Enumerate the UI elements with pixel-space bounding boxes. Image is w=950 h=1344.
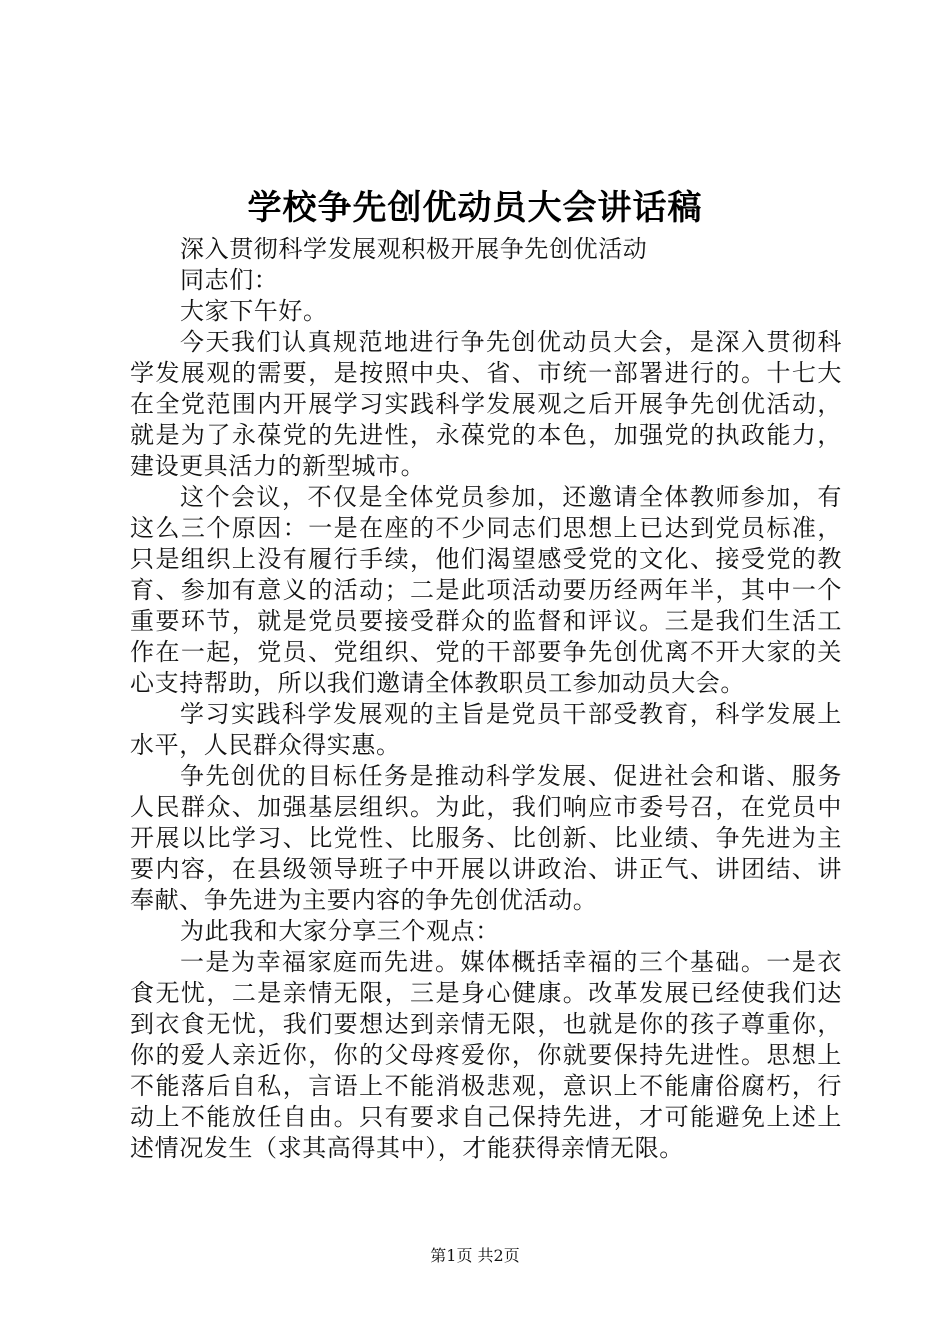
body-paragraph: 为此我和大家分享三个观点： <box>180 917 500 945</box>
greeting-paragraph: 大家下午好。 <box>180 297 328 325</box>
body-paragraph: 今天我们认真规范地进行争先创优动员大会，是深入贯彻科学发展观的需要，是按照中央、省、市统一部署进行的。十七大在全党范围内开展学习实践科学发展观之后开展争先创优活动，就是为了永葆党的先进性，永葆党的本色，加强党的执政能力，建设更具活力的新型城市。 <box>130 328 842 480</box>
body-paragraph: 这个会议，不仅是全体党员参加，还邀请全体教师参加，有这么三个原因：一是在座的不少同志们思想上已达到党员标准，只是组织上没有履行手续，他们渴望感受党的文化、接受党的教育、参加有意义的活动；二是此项活动要历经两年半，其中一个重要环节，就是党员要接受群众的监督和评议。三是我们生活工作在一起，党员、党组织、党的干部要争先创优离不开大家的关心支持帮助，所以我们邀请全体教职员工参加动员大会。 <box>130 483 842 697</box>
document-title: 学校争先创优动员大会讲话稿 <box>247 188 703 228</box>
body-paragraph: 学习实践科学发展观的主旨是党员干部受教育，科学发展上水平，人民群众得实惠。 <box>130 700 842 759</box>
salutation-paragraph: 同志们： <box>180 266 279 294</box>
page-number-footer: 第1页 共2页 <box>430 1246 520 1265</box>
body-paragraph: 争先创优的目标任务是推动科学发展、促进社会和谐、服务人民群众、加强基层组织。为此，我们响应市委号召，在党员中开展以比学习、比党性、比服务、比创新、比业绩、争先进为主要内容，在县级领导班子中开展以讲政治、讲正气、讲团结、讲奉献、争先进为主要内容的争先创优活动。 <box>130 762 842 914</box>
document-body <box>130 234 842 1164</box>
subtitle-paragraph: 深入贯彻科学发展观积极开展争先创优活动 <box>180 235 648 263</box>
body-paragraph: 一是为幸福家庭而先进。媒体概括幸福的三个基础。一是衣食无忧，二是亲情无限，三是身心健康。改革发展已经使我们达到衣食无忧，我们要想达到亲情无限，也就是你的孩子尊重你，你的爱人亲近你，你的父母疼爱你，你就要保持先进性。思想上不能落后自私，言语上不能消极悲观，意识上不能庸俗腐朽，行动上不能放任自由。只有要求自己保持先进，才可能避免上述上述情况发生（求其高得其中），才能获得亲情无限。 <box>130 948 842 1162</box>
